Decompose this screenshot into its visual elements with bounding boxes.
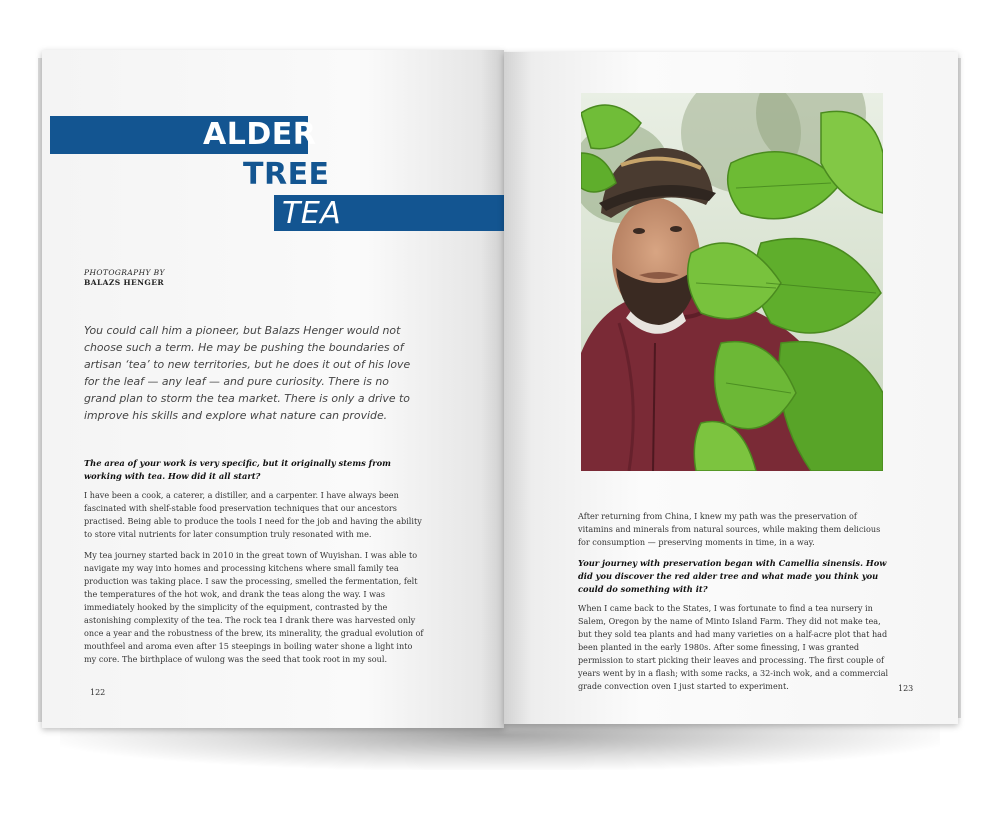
portrait-photo — [581, 93, 883, 471]
answer-1-paragraph-3: After returning from China, I knew my path was the preservation of vitamins and minerals from natural sources, while making them delicious for consumption — preserving moments in time, in a way. — [578, 511, 881, 547]
answer-2-paragraph-1: When I came back to the States, I was fortunate to find a tea nursery in Salem, Oregon by the name of Minto Island Farm. They did not make tea, but they sold tea plants and had many varieties on a half-acre plot that had been planted in the early 1980s. After some finessing, I was granted permission to start picking their leaves and processing. The first couple of years went by in a flash; with some racks, a 32-inch wok, and a commercial grade convection oven I just started to experiment. — [578, 603, 889, 691]
credit-name: BALAZS HENGER — [84, 278, 164, 287]
photo-credit — [84, 268, 165, 288]
question-2: Your journey with preservation began with Camellia sinensis. How did you discover the red alder tree and what made you think you could do something with it? — [578, 558, 887, 594]
folio-right: 123 — [898, 684, 914, 693]
question-1: The area of your work is very specific, but it originally stems from working with tea. How did it all start? — [84, 458, 391, 481]
intro-paragraph: You could call him a pioneer, but Balazs Henger would not choose such a term. He may be pushing the boundaries of artisan ‘tea’ to new territories, but he does it out of his love for the leaf — any leaf — and pure curiosity. There is no grand plan to storm the tea market. There is only a drive to improve his skills and explore what nature can provide. — [84, 324, 411, 422]
title-tree: TREE — [243, 157, 330, 192]
answer-1-paragraph-1: I have been a cook, a caterer, a distiller, and a carpenter. I have always been fascinated with shelf-stable food preservation techniques that our ancestors practised. Being able to produce the tools I need for the job and having the ability to store vital nutrients for later consumption truly resonated with me. — [84, 490, 422, 539]
right-text-column — [578, 510, 890, 701]
title-tea: TEA — [282, 196, 342, 231]
title-alder: ALDER — [203, 117, 317, 152]
left-text-column — [84, 457, 424, 674]
folio-left: 122 — [90, 688, 106, 697]
credit-label: PHOTOGRAPHY BY — [84, 268, 165, 277]
answer-1-paragraph-2: My tea journey started back in 2010 in the great town of Wuyishan. I was able to navigate my way into homes and processing kitchens where small family tea production was taking place. I saw the processing, smelled the fermentation, felt the temperatures of the hot wok, and drank the teas along the way. I was immediately hooked by the simplicity of the equipment, contrasted by the astonishing complexity of the tea. The rock tea I drank there was harvested only once a year and the robustness of the brew, its minerality, the gradual evolution of mouthfeel and aroma even after 15 steepings in boiling water shone a light into my core. The birthplace of wulong was the seed that took root in my soul. — [84, 550, 424, 664]
